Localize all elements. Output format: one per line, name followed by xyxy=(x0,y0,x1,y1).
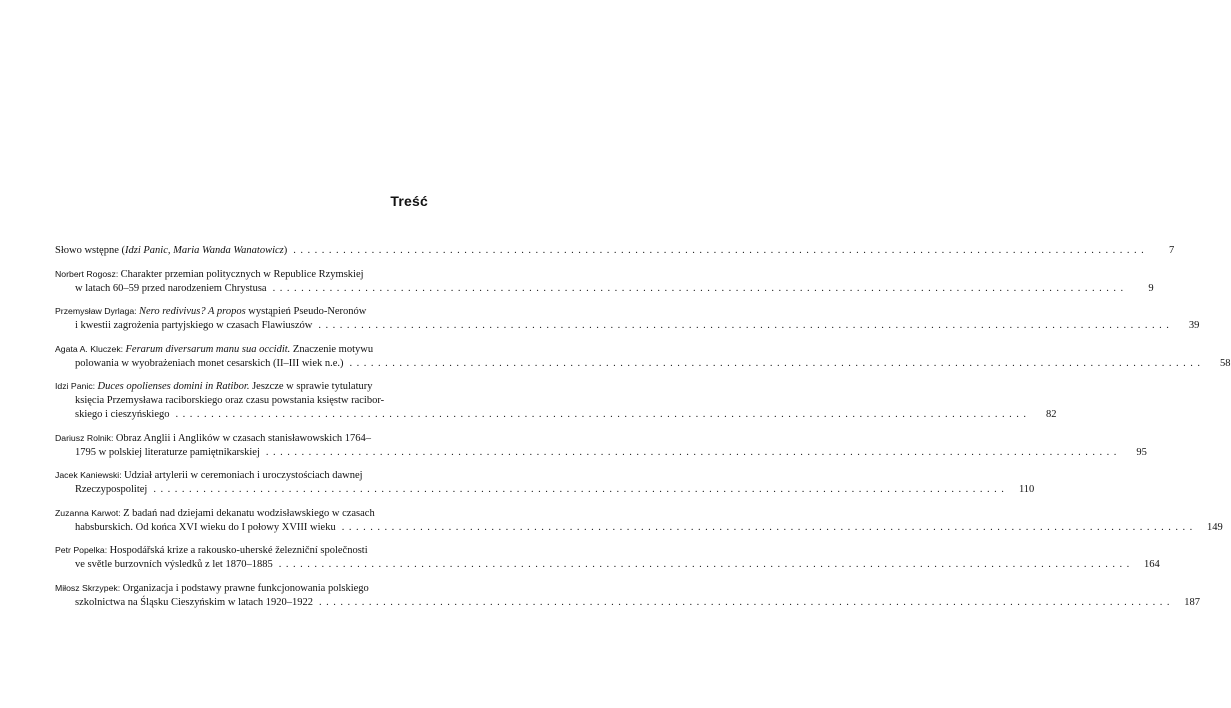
entry-title: Rzeczypospolitej xyxy=(75,484,148,495)
entry-title: Organizacja i podstawy prawne funkcjonowania polskiego xyxy=(122,582,369,594)
toc-entry-line xyxy=(55,342,429,357)
page-number: 7 xyxy=(1169,245,1175,256)
toc-entry[interactable] xyxy=(55,244,1175,258)
toc-entry-line xyxy=(55,446,1147,460)
toc-entry[interactable] xyxy=(55,581,1200,610)
entry-title: Obraz Anglii i Anglików w czasach stanisławowskich 1764– xyxy=(115,432,372,444)
entry-author: Idzi Panic: xyxy=(55,381,98,391)
toc-entry-line xyxy=(55,521,1223,535)
entry-title: Znaczenie motywu xyxy=(290,343,374,355)
page-number: 95 xyxy=(1136,446,1147,458)
page-number: 39 xyxy=(1188,320,1200,331)
toc-entry[interactable] xyxy=(55,431,1147,460)
toc-entry[interactable] xyxy=(55,506,1223,535)
entry-author: Dariusz Rolnik: xyxy=(55,432,116,443)
page-number: 110 xyxy=(1018,484,1035,495)
toc-entry-line xyxy=(55,543,429,558)
entry-title: i kwestii zagrożenia partyjskiego w czasach Flawiuszów xyxy=(75,320,313,331)
entry-author: Zuzanna Karwot: xyxy=(55,507,124,518)
entry-title-italic: Duces opolienses domini in Ratibor. xyxy=(97,381,250,392)
entry-title: habsburskich. Od końca XVI wieku do I połowy XVIII wieku xyxy=(75,521,336,533)
entry-author: Norbert Rogosz: xyxy=(55,268,121,279)
toc-entry-line xyxy=(55,558,1160,572)
dot-leader: ........................................................................................................................ xyxy=(293,245,1149,256)
toc-entry-line xyxy=(55,244,1175,258)
entry-author: Petr Popelka: xyxy=(55,545,110,555)
toc-entry[interactable] xyxy=(55,379,1057,422)
dot-leader: ........................................................................................................................ xyxy=(175,409,1031,420)
dot-leader: ........................................................................................................................ xyxy=(318,596,1174,608)
page-number: 164 xyxy=(1143,559,1160,570)
entry-title: skiego i cieszyńskiego xyxy=(75,409,170,420)
toc-entry-line xyxy=(55,431,429,446)
entry-title: Udział artylerii w ceremoniach i uroczystościach dawnej xyxy=(124,470,363,481)
entry-author: Miłosz Skrzypek: xyxy=(55,582,123,593)
entry-title-italic: Ferarum diversarum manu sua occidit. xyxy=(125,343,291,355)
toc-entry-line xyxy=(55,357,1231,371)
toc-entry-line xyxy=(55,506,429,521)
page-number: 149 xyxy=(1206,521,1223,533)
dot-leader: ........................................................................................................................ xyxy=(265,446,1121,458)
entry-author: Jacek Kaniewski: xyxy=(55,470,125,480)
entry-title: w latach 60–59 przed narodzeniem Chrystusa xyxy=(75,282,267,294)
toc-entry-line xyxy=(55,394,429,408)
entry-title: Charakter przemian politycznych w Republice Rzymskiej xyxy=(120,268,364,280)
dot-leader: ........................................................................................................................ xyxy=(272,282,1128,294)
toc-entry-line xyxy=(55,468,429,483)
entry-author: Agata A. Kluczek: xyxy=(55,343,126,354)
toc-entry-line xyxy=(55,581,429,596)
dot-leader: ........................................................................................................................ xyxy=(153,484,1009,495)
toc-entry-line xyxy=(55,596,1200,610)
entry-title: wystąpień Pseudo-Neronów xyxy=(245,306,367,317)
page-number: 82 xyxy=(1045,409,1057,420)
toc-entry[interactable] xyxy=(55,342,1231,371)
toc-entry[interactable] xyxy=(55,267,1154,296)
toc-entry-line xyxy=(55,304,429,319)
entry-title: Słowo wstępne ( xyxy=(55,245,125,256)
entry-title-italic: Nero redivivus? A propos xyxy=(139,306,246,317)
toc-entry[interactable] xyxy=(55,543,1160,572)
toc-entry-line xyxy=(55,408,1057,422)
entry-title: Z badań nad dziejami dekanatu wodzisławskiego w czasach xyxy=(123,507,375,519)
page-number: 187 xyxy=(1184,596,1200,608)
entry-title-italic: Idzi Panic, Maria Wanda Wanatowicz xyxy=(125,245,284,256)
toc-entry[interactable] xyxy=(55,468,1035,497)
dot-leader: ........................................................................................................................ xyxy=(349,357,1205,369)
entry-title: księcia Przemysława raciborskiego oraz czasu powstania księstw racibor- xyxy=(75,395,385,406)
page-number: 9 xyxy=(1148,282,1154,294)
dot-leader: ........................................................................................................................ xyxy=(318,320,1174,331)
entry-title: ) xyxy=(283,245,288,256)
dot-leader: ........................................................................................................................ xyxy=(278,559,1134,570)
table-of-contents xyxy=(55,244,1231,618)
toc-entry-line xyxy=(55,379,429,394)
toc-entry-line xyxy=(55,282,1154,296)
entry-title: ve světle burzovních výsledků z let 1870–1885 xyxy=(75,559,273,570)
toc-entry-line xyxy=(55,267,429,282)
page-title: Treść xyxy=(390,193,428,209)
entry-title: Hospodářská krize a rakousko-uherské železniční společnosti xyxy=(109,545,368,556)
toc-entry[interactable] xyxy=(55,304,1200,333)
toc-entry-line xyxy=(55,319,1200,333)
dot-leader: ........................................................................................................................ xyxy=(341,521,1197,533)
entry-title: Jeszcze w sprawie tytulatury xyxy=(249,381,373,392)
entry-title: szkolnictwa na Śląsku Cieszyńskim w latach 1920–1922 xyxy=(75,596,313,608)
page-number: 58 xyxy=(1220,357,1231,369)
entry-author: Przemysław Dyrlaga: xyxy=(55,306,139,316)
entry-title: polowania w wyobrażeniach monet cesarskich (II–III wiek n.e.) xyxy=(75,357,344,369)
entry-title: 1795 w polskiej literaturze pamiętnikarskiej xyxy=(75,446,260,458)
toc-entry-line xyxy=(55,483,1035,497)
